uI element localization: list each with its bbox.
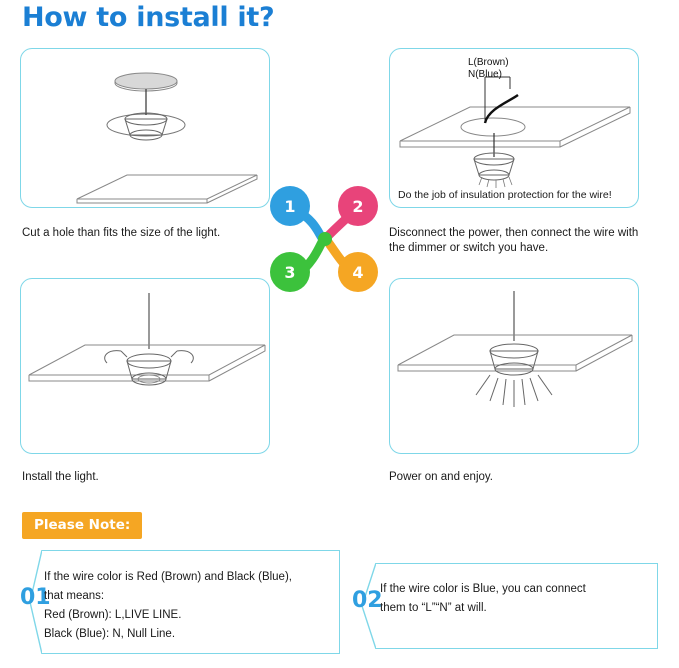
note-number-02: 02 (352, 588, 383, 613)
step-1-caption: Cut a hole than fits the size of the light. (22, 227, 221, 239)
note-text-02 (380, 580, 654, 618)
label-neutral-wire: N(Blue) (468, 69, 502, 80)
step-2-inner-note: Do the job of insulation protection for the wire! (398, 189, 612, 201)
note-01-line-4: Black (Blue): N, Null Line. (44, 628, 176, 640)
step-3-caption: Install the light. (22, 471, 99, 483)
please-note-header: Please Note: (22, 512, 142, 539)
step-4-caption: Power on and enjoy. (389, 471, 493, 483)
note-02-line-2: them to “L”“N” at will. (380, 602, 487, 614)
step-bubble-2[interactable]: 2 (338, 186, 378, 226)
page-title (22, 2, 274, 33)
step-3-illustration-panel (20, 278, 270, 454)
step-2-caption: Disconnect the power, then connect the wire with the dimmer or switch you have. (389, 227, 639, 254)
page-title-question-mark: ? (259, 2, 275, 33)
label-live-wire: L(Brown) (468, 57, 509, 68)
step-2-illustration-panel (389, 48, 639, 208)
cut-hole-illustration (21, 49, 270, 208)
note-number-01: 01 (20, 585, 51, 610)
note-01-line-3: Red (Brown): L,LIVE LINE. (44, 609, 182, 621)
step-4-illustration-panel (389, 278, 639, 454)
step-bubble-3[interactable]: 3 (270, 252, 310, 292)
wiring-illustration (390, 49, 639, 208)
install-light-illustration (21, 279, 270, 454)
step-1-illustration-panel (20, 48, 270, 208)
note-01-line-2: that means: (44, 590, 105, 602)
note-text-01 (44, 568, 330, 644)
step-bubble-4[interactable]: 4 (338, 252, 378, 292)
power-on-illustration (390, 279, 639, 454)
step-bubble-1[interactable]: 1 (270, 186, 310, 226)
note-02-line-1: If the wire color is Blue, you can connect (380, 583, 586, 595)
page-title-text: How to install it (22, 2, 259, 33)
note-01-line-1: If the wire color is Red (Brown) and Black (Blue), (44, 571, 292, 583)
